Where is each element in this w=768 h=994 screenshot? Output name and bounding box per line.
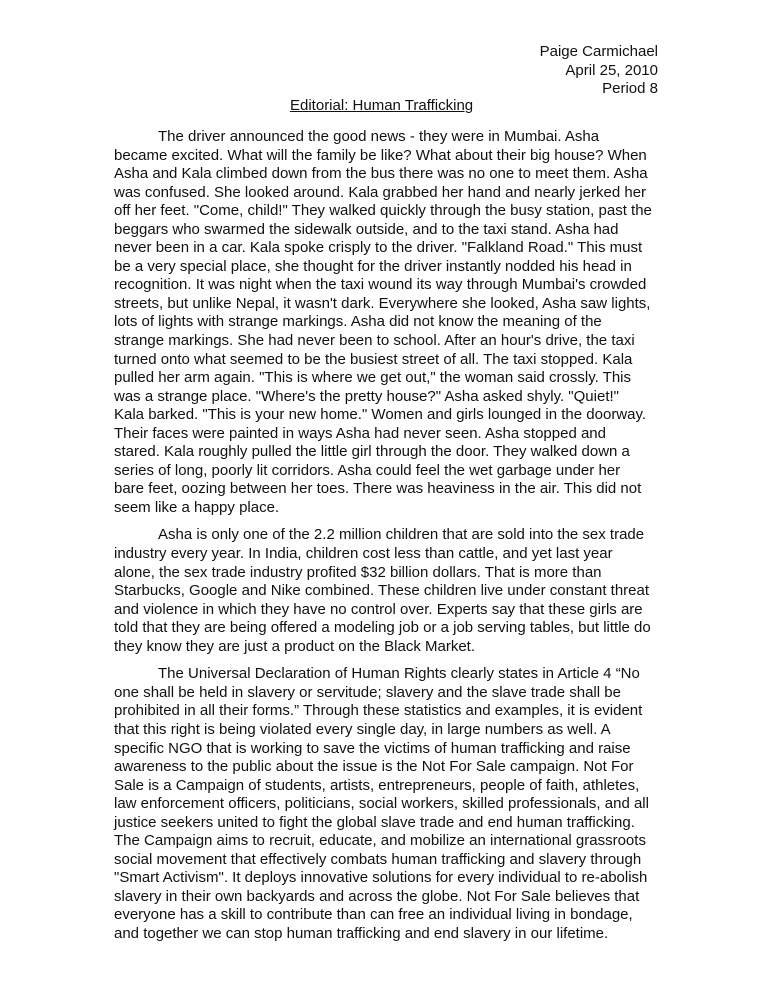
- text-line: they know they are just a product on the Black Market.: [114, 637, 476, 655]
- author-name: Paige Carmichael: [539, 43, 658, 60]
- text-line: recognition. It was night when the taxi wound its way through Mumbai's crowded: [114, 276, 647, 294]
- text-line: social movement that effectively combats human trafficking and slavery through: [114, 850, 642, 868]
- document-title: Editorial: Human Trafficking: [290, 97, 474, 114]
- text-line: one shall be held in slavery or servitude; slavery and the slave trade shall be: [114, 683, 621, 701]
- text-line: Asha and Kala climbed down from the bus there was no one to meet them. Asha: [114, 165, 648, 183]
- text-line: be a very special place, she thought for the driver instantly nodded his head in: [114, 257, 632, 275]
- text-line: Starbucks, Google and Nike combined. These children live under constant threat: [114, 582, 650, 600]
- text-line: everyone has a skill to contribute than can free an individual living in bondage,: [114, 906, 633, 924]
- document-header: [358, 43, 658, 99]
- text-line: pulled her arm again. "This is where we get out," the woman said crossly. This: [114, 369, 631, 387]
- text-line: bare feet, oozing between her toes. There was heaviness in the air. This did not: [114, 480, 642, 498]
- text-line: industry every year. In India, children cost less than cattle, and yet last year: [114, 545, 613, 563]
- paragraph-3: [114, 665, 662, 943]
- text-line: justice seekers united to fight the global slave trade and end human trafficking.: [114, 813, 635, 831]
- text-line: awareness to the public about the issue is the Not For Sale campaign. Not For: [114, 758, 634, 776]
- paragraph-2: [114, 526, 662, 656]
- class-period: Period 8: [602, 80, 658, 97]
- text-line: streets, but unlike Nepal, it wasn't dark. Everywhere she looked, Asha saw lights,: [114, 294, 651, 312]
- text-line: was confused. She looked around. Kala grabbed her hand and nearly jerked her: [114, 183, 647, 201]
- text-line: and violence in which they have no control over. Experts say that these girls are: [114, 600, 643, 618]
- document-date: April 25, 2010: [565, 61, 658, 79]
- text-line: strange markings. She had never been to school. After an hour's drive, the taxi: [114, 332, 635, 350]
- document-body: [114, 128, 662, 944]
- text-line: prohibited in all their forms.” Through these statistics and examples, it is evident: [114, 702, 643, 720]
- text-line: The Campaign aims to recruit, educate, and mobilize an international grassroots: [114, 832, 646, 850]
- text-line: became excited. What will the family be like? What about their big house? When: [114, 146, 647, 164]
- text-line: alone, the sex trade industry profited $32 billion dollars. That is more than: [114, 563, 602, 581]
- paragraph-1: [114, 128, 662, 517]
- text-line: The Universal Declaration of Human Rights clearly states in Article 4 “No: [158, 665, 640, 683]
- text-line: turned onto what seemed to be the busiest street of all. The taxi stopped. Kala: [114, 350, 633, 368]
- text-line: slavery in their own backyards and across the globe. Not For Sale believes that: [114, 887, 640, 905]
- text-line: law enforcement officers, politicians, social workers, skilled professionals, and all: [114, 795, 649, 813]
- text-line: never been in a car. Kala spoke crisply to the driver. "Falkland Road." This must: [114, 239, 643, 257]
- text-line: Sale is a Campaign of students, artists, entrepreneurs, people of faith, athletes,: [114, 776, 640, 794]
- text-line: told that they are being offered a modeling job or a job serving tables, but little do: [114, 619, 651, 637]
- text-line: Their faces were painted in ways Asha had never seen. Asha stopped and: [114, 424, 606, 442]
- text-line: series of long, poorly lit corridors. Asha could feel the wet garbage under her: [114, 461, 621, 479]
- text-line: The driver announced the good news - they were in Mumbai. Asha: [158, 128, 600, 145]
- text-line: seem like a happy place.: [114, 498, 280, 516]
- text-line: lots of lights with strange markings. Asha did not know the meaning of the: [114, 313, 602, 331]
- text-line: and together we can stop human trafficking and end slavery in our lifetime.: [114, 924, 609, 942]
- text-line: that this right is being violated every single day, in large numbers as well. A: [114, 720, 611, 738]
- text-line: was a strange place. "Where's the pretty house?" Asha asked shyly. "Quiet!": [114, 387, 619, 405]
- text-line: stared. Kala roughly pulled the little girl through the door. They walked down a: [114, 443, 630, 461]
- text-line: specific NGO that is working to save the victims of human trafficking and raise: [114, 739, 631, 757]
- text-line: "Smart Activism". It deploys innovative solutions for every individual to re-abolish: [114, 869, 648, 887]
- text-line: off her feet. "Come, child!" They walked quickly through the busy station, past the: [114, 202, 652, 220]
- text-line: Asha is only one of the 2.2 million children that are sold into the sex trade: [158, 526, 645, 544]
- text-line: Kala barked. "This is your new home." Women and girls lounged in the doorway.: [114, 406, 647, 424]
- text-line: beggars who swarmed the sidewalk outside, and to the taxi stand. Asha had: [114, 220, 619, 238]
